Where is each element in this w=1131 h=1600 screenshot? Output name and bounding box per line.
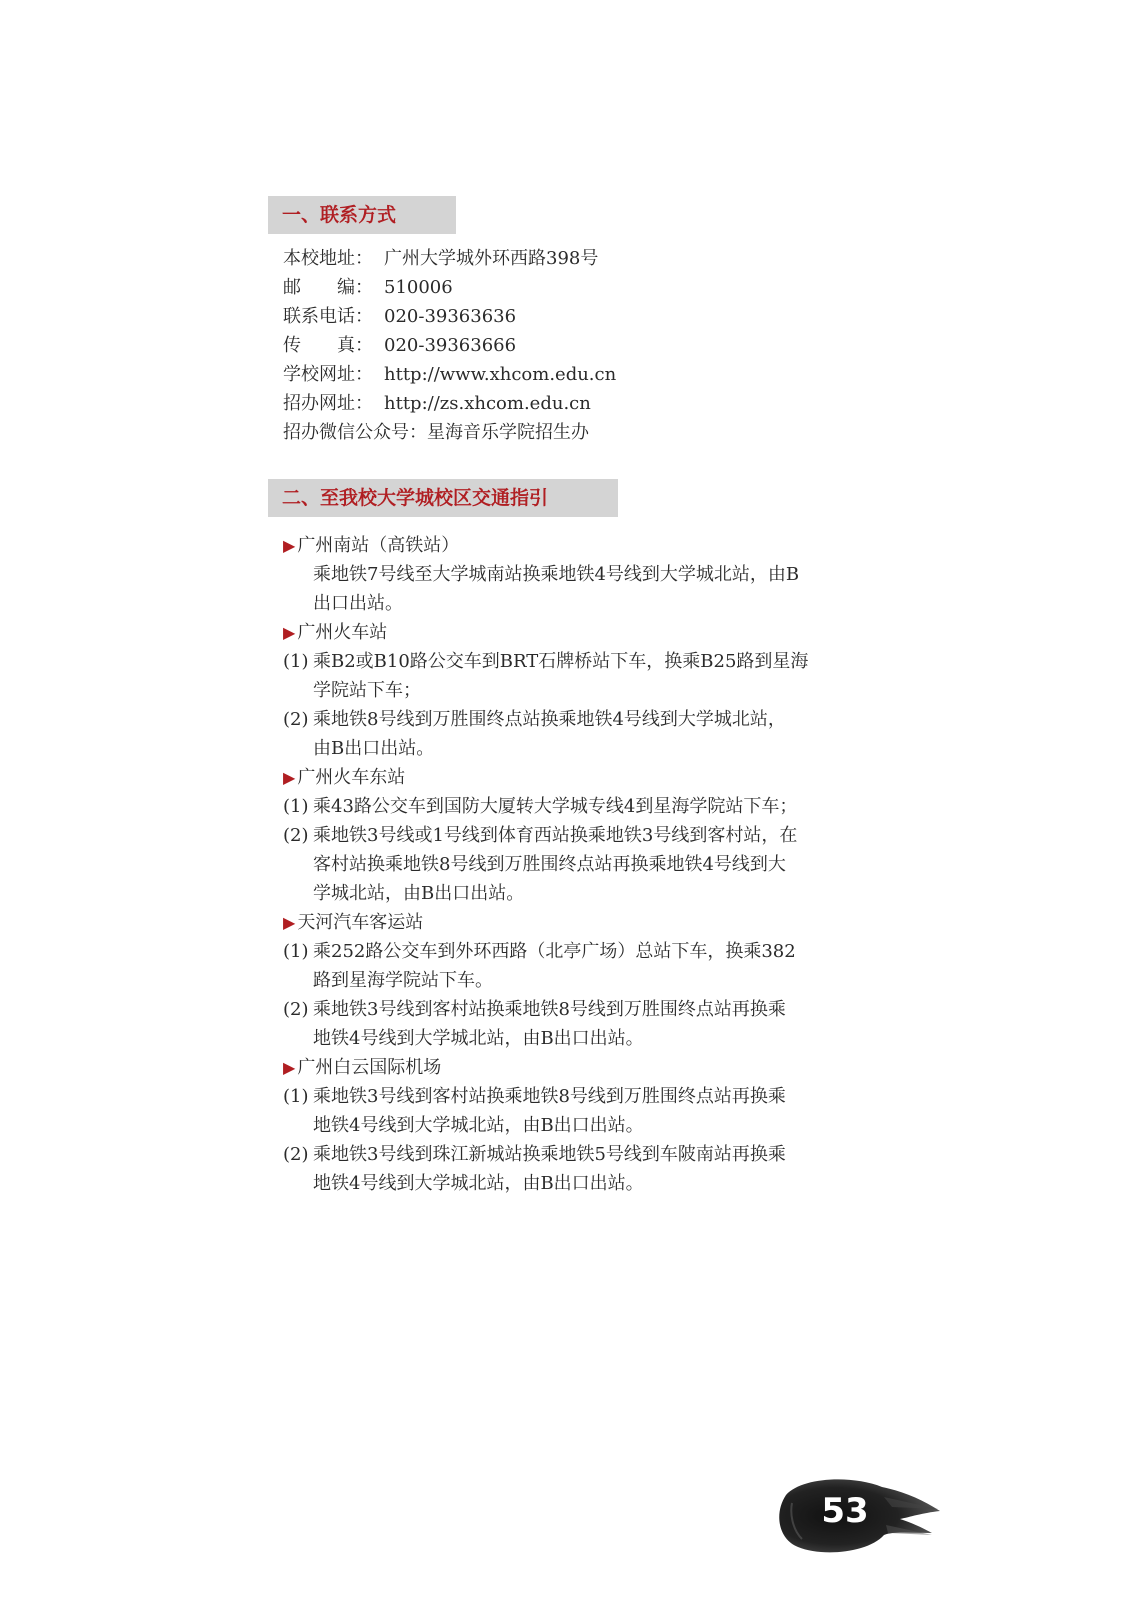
contact-admission-site-row xyxy=(283,389,883,418)
transit-heading-south-station xyxy=(283,531,853,560)
route-number: (2) xyxy=(283,1144,309,1165)
transit-route-line xyxy=(283,937,853,966)
transit-text-line: 路到星海学院站下车。 xyxy=(313,970,493,991)
transit-text-line: 出口出站。 xyxy=(313,593,403,614)
transit-route-line xyxy=(283,792,853,821)
triangle-right-icon: ▶ xyxy=(283,768,296,787)
wechat-value: 星海音乐学院招生办 xyxy=(427,422,589,443)
route-text: 乘地铁3号线到珠江新城站换乘地铁5号线到车陂南站再换乘 xyxy=(313,1144,786,1165)
transit-heading-bus-terminal xyxy=(283,908,853,937)
route-text: 乘252路公交车到外环西路（北亭广场）总站下车，换乘382 xyxy=(313,941,796,962)
transit-text-line: 学城北站，由B出口出站。 xyxy=(313,883,525,904)
route-number: (1) xyxy=(283,796,309,817)
transit-text-line: 学院站下车； xyxy=(313,680,421,701)
transit-route-line xyxy=(283,705,853,734)
school-site-label: 学校网址： xyxy=(283,364,373,385)
route-text: 乘B2或B10路公交车到BRT石牌桥站下车，换乘B25路到星海 xyxy=(313,651,809,672)
address-label: 本校地址： xyxy=(283,248,373,269)
page-number: 53 xyxy=(821,1491,869,1531)
route-text: 乘地铁3号线到客村站换乘地铁8号线到万胜围终点站再换乘 xyxy=(313,1086,786,1107)
section-title-transit: 二、至我校大学城校区交通指引 xyxy=(268,479,618,517)
transit-text-line: 客村站换乘地铁8号线到万胜围终点站再换乘地铁4号线到大 xyxy=(313,854,786,875)
transit-text-line: 乘地铁7号线至大学城南站换乘地铁4号线到大学城北站，由B xyxy=(313,564,800,585)
transit-route-line xyxy=(283,647,853,676)
school-site-link[interactable]: http://www.xhcom.edu.cn xyxy=(384,364,617,385)
route-number: (1) xyxy=(283,1086,309,1107)
transit-heading-east-station xyxy=(283,763,853,792)
transit-route-line xyxy=(283,995,853,1024)
route-number: (2) xyxy=(283,825,309,846)
route-text: 乘43路公交车到国防大厦转大学城专线4到星海学院站下车； xyxy=(313,796,798,817)
contact-info xyxy=(283,244,883,447)
route-number: (1) xyxy=(283,941,309,962)
contact-school-site-row xyxy=(283,360,883,389)
heading-text: 广州火车东站 xyxy=(297,767,406,788)
route-number: (1) xyxy=(283,651,309,672)
admission-site-label: 招办网址： xyxy=(283,393,373,414)
route-text: 乘地铁3号线或1号线到体育西站换乘地铁3号线到客村站，在 xyxy=(313,825,798,846)
transit-text-line: 由B出口出站。 xyxy=(313,738,435,759)
triangle-right-icon: ▶ xyxy=(283,623,296,642)
triangle-right-icon: ▶ xyxy=(283,1058,296,1077)
contact-postcode-row xyxy=(283,273,883,302)
transit-text-line: 地铁4号线到大学城北站，由B出口出站。 xyxy=(313,1028,644,1049)
triangle-right-icon: ▶ xyxy=(283,913,296,932)
postcode-value: 510006 xyxy=(384,277,453,298)
postcode-label: 邮 编： xyxy=(283,277,373,298)
contact-wechat-row xyxy=(283,418,883,447)
heading-text: 广州南站（高铁站） xyxy=(297,535,460,556)
contact-address-row xyxy=(283,244,883,273)
heading-text: 广州白云国际机场 xyxy=(297,1057,442,1078)
contact-phone-row xyxy=(283,302,883,331)
heading-text: 广州火车站 xyxy=(297,622,388,643)
triangle-right-icon: ▶ xyxy=(283,536,296,555)
transit-heading-airport xyxy=(283,1053,853,1082)
heading-text: 天河汽车客运站 xyxy=(297,912,424,933)
address-value: 广州大学城外环西路398号 xyxy=(384,248,599,269)
route-text: 乘地铁3号线到客村站换乘地铁8号线到万胜围终点站再换乘 xyxy=(313,999,786,1020)
transit-text-line: 地铁4号线到大学城北站，由B出口出站。 xyxy=(313,1173,644,1194)
transit-route-line xyxy=(283,821,853,850)
wechat-label: 招办微信公众号： xyxy=(283,422,427,443)
admission-site-link[interactable]: http://zs.xhcom.edu.cn xyxy=(384,393,591,414)
phone-label: 联系电话： xyxy=(283,306,373,327)
contact-fax-row xyxy=(283,331,883,360)
route-number: (2) xyxy=(283,709,309,730)
route-text: 乘地铁8号线到万胜围终点站换乘地铁4号线到大学城北站， xyxy=(313,709,786,730)
transit-route-line xyxy=(283,1140,853,1169)
page-number-badge xyxy=(772,1473,942,1557)
transit-route-line xyxy=(283,1082,853,1111)
transit-text-line: 地铁4号线到大学城北站，由B出口出站。 xyxy=(313,1115,644,1136)
phone-value: 020-39363636 xyxy=(384,306,517,327)
fax-value: 020-39363666 xyxy=(384,335,517,356)
section-title-contact: 一、联系方式 xyxy=(268,196,456,234)
transit-guide xyxy=(283,531,853,1198)
transit-heading-railway-station xyxy=(283,618,853,647)
fax-label: 传 真： xyxy=(283,335,373,356)
route-number: (2) xyxy=(283,999,309,1020)
